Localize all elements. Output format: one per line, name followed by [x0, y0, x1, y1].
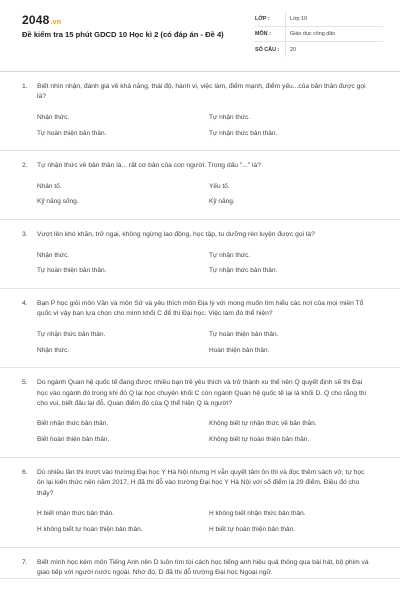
question-text: Vượt lên khó khăn, trở ngại, không ngừng lao động, học tập, tu dưỡng rèn luyện được gọi là?: [37, 231, 315, 239]
question-item: [0, 368, 400, 458]
site-logo[interactable]: [22, 13, 61, 27]
question-text: Biết nhìn nhận, đánh giá về khả năng, thái độ, hành vi, việc làm, điểm mạnh, điểm yếu...của bản thân được gọi là?: [37, 83, 366, 101]
answer-option[interactable]: Tự hoàn thiện bản thân.: [37, 267, 107, 275]
question-text: Tự nhận thức về bản thân là... rất cơ bản của con người. Trong dấu "..." là?: [37, 162, 261, 170]
question-item: [0, 548, 400, 580]
answer-option[interactable]: H biết nhận thức bản thân.: [37, 510, 114, 517]
question-text: Do ngành Quan hệ quốc tế đang được nhiều bạn trẻ yêu thích và trở thành xu thế nên Q quyết định sẽ thi Đại học vào ngành đó trong khi đó Q lại học chuyên khối C còn ngành Quan hệ quốc tế lại là khối D. Q cho rằng thi cho vui, biết đâu lại đỗ. Quan điểm đó của Q thể hiện Q là người?: [37, 379, 367, 407]
answer-option[interactable]: Tự nhận thức.: [209, 251, 251, 259]
answer-option[interactable]: Tự nhận thức bản thân.: [37, 330, 106, 338]
answer-option[interactable]: Biết hoàn thiện bản thân.: [37, 436, 110, 444]
exam-title: Đề kiểm tra 15 phút GDCD 10 Học kì 2 (có đáp án - Đề 4): [22, 30, 224, 39]
question-number: 2.: [22, 162, 28, 170]
logo-suffix: .vn: [50, 19, 62, 26]
answer-options: [22, 409, 380, 457]
answer-option[interactable]: Tự hoàn thiện bản thân.: [37, 129, 107, 137]
answer-option[interactable]: H không biết tự hoàn thiện bản thân.: [37, 525, 143, 533]
meta-value: 20: [285, 42, 383, 57]
question-item: [0, 220, 400, 289]
question-head: [22, 548, 380, 579]
answer-option[interactable]: Không biết tự nhận thức về bản thân.: [209, 420, 317, 428]
answer-options: [22, 320, 380, 368]
question-text: Dù nhiều lần thi trượt vào trường Đại học Y Hà Nội nhưng H vẫn quyết tâm ôn thi và đọc thêm sách vở, tự học ôn lại kiến thức nên năm 2017, H đã thi đỗ vào trường Đại học Y Hà Nội với số điểm là 29 điểm. Điều đó cho thấy?: [37, 468, 365, 497]
answer-option[interactable]: Hoàn thiện bản thân.: [209, 346, 270, 354]
question-text: Biết mình học kém môn Tiếng Anh nên D luôn tìm tòi cách học tiếng anh hiệu quả thông qua bài hát, bộ phim và giao tiếp với người nước ngoài. Nhờ đó, D đã thi đỗ trường Đại học Ngoại ngữ.: [37, 558, 369, 576]
question-number: 3.: [22, 231, 28, 239]
answer-option[interactable]: Kỹ năng sống.: [37, 198, 79, 206]
answer-option[interactable]: Nhận thức.: [37, 251, 70, 259]
meta-row-count: [255, 42, 383, 57]
meta-label: LỚP :: [255, 16, 270, 22]
question-number: 7.: [22, 558, 28, 566]
question-number: 4.: [22, 300, 28, 307]
question-number: 6.: [22, 468, 28, 476]
answer-option[interactable]: Kỹ năng.: [209, 198, 235, 206]
question-head: [22, 368, 380, 409]
question-head: [22, 220, 380, 240]
question-item: [0, 458, 400, 548]
header: [0, 0, 400, 72]
logo-text: 2048: [22, 13, 50, 27]
question-head: [22, 72, 380, 103]
answer-option[interactable]: Tự nhận thức bản thân.: [209, 129, 278, 137]
answer-option[interactable]: Nhận thức.: [37, 346, 70, 354]
answer-option[interactable]: Không biết tự hoàn thiện bản thân.: [209, 436, 310, 444]
answer-options: [22, 241, 380, 289]
answer-options: [22, 499, 380, 547]
answer-option[interactable]: Yếu tố.: [209, 182, 230, 190]
answer-option[interactable]: Tự hoàn thiện bản thân.: [209, 330, 279, 338]
answer-options: [22, 172, 380, 220]
question-head: [22, 151, 380, 171]
meta-label: SỐ CÂU :: [255, 46, 280, 53]
question-number: 5.: [22, 379, 28, 387]
meta-value: Lớp 10: [285, 12, 383, 26]
question-head: [22, 458, 380, 499]
answer-option[interactable]: Nhân tố.: [37, 182, 62, 190]
answer-option[interactable]: H biết tự hoàn thiện bản thân.: [209, 525, 296, 533]
question-number: 1.: [22, 83, 28, 90]
meta-row-class: [255, 12, 383, 27]
meta-row-subject: [255, 27, 383, 42]
question-item: [0, 151, 400, 220]
answer-option[interactable]: Tự nhận thức.: [209, 113, 251, 121]
meta-value: Giáo dục công dân: [285, 27, 383, 41]
question-text: Bạn P học giỏi môn Văn và môn Sử và yêu thích môn Địa lý với mong muốn tìm hiểu các nơi của mọi miền Tổ quốc vì vậy bạn lựa chọn cho mình khối C để thi Đại học. Việc làm đó thể hiện?: [37, 300, 364, 318]
answer-option[interactable]: Tự nhận thức bản thân.: [209, 267, 278, 275]
answer-options: [22, 103, 380, 151]
answer-option[interactable]: Nhận thức.: [37, 113, 70, 121]
exam-meta: [255, 12, 383, 57]
question-head: [22, 289, 380, 320]
question-item: [0, 289, 400, 368]
answer-option[interactable]: H không biết nhận thức bản thân.: [209, 510, 306, 517]
question-list: [0, 72, 400, 579]
meta-label: MÔN :: [255, 31, 271, 37]
question-item: [0, 72, 400, 151]
answer-option[interactable]: Biết nhận thức bản thân.: [37, 420, 109, 428]
